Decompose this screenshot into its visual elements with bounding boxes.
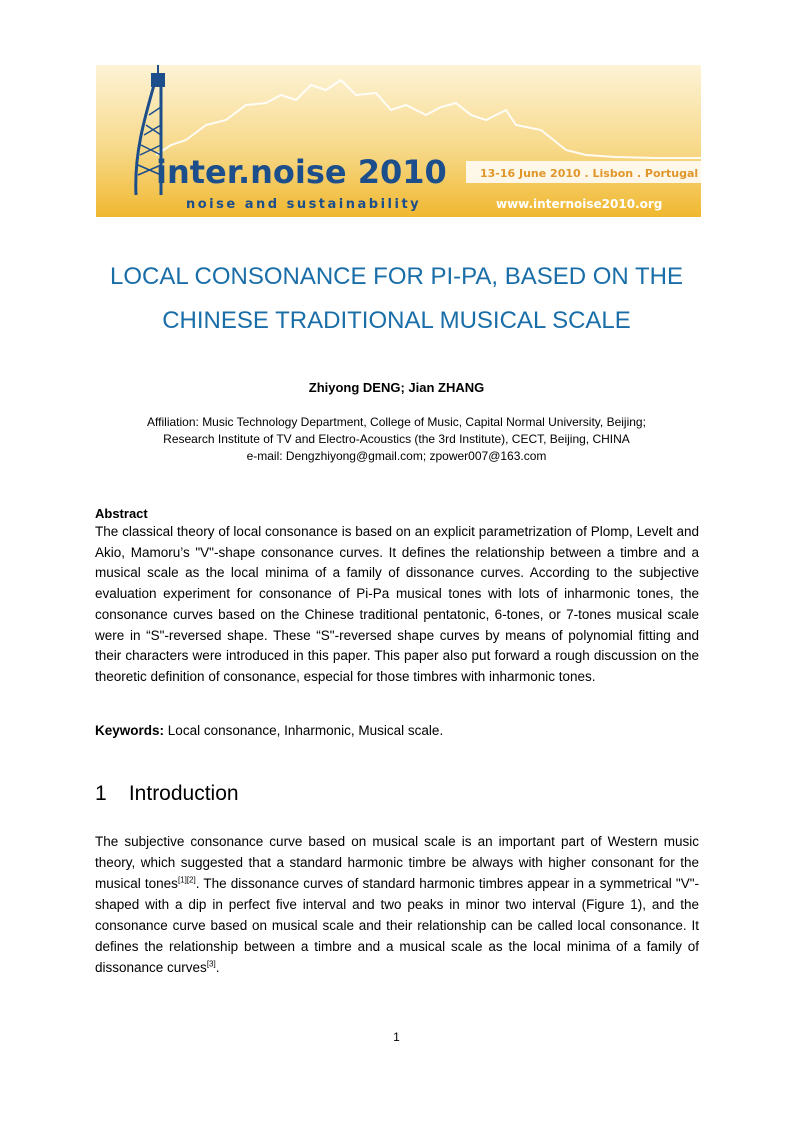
citation-ref-2[interactable]: [3] (206, 959, 216, 969)
abstract-text: The classical theory of local consonance is based on an explicit parametrization of Plomp, Levelt and Akio, Mamoru’s "V"-shape consonance curves. It defines the relationship between a timbre and a musical scale as the local minima of a family of dissonance curves. According to the subjective evaluation experiment for consonance of Pi-Pa musical tones with lots of inharmonic tones, the consonance curves based on the Chinese traditional pentatonic, 6-tones, or 7-tones musical scale were in “S"-reversed shape. These “S"-reversed shape curves by means of polynomial fitting and their characters were introduced in this paper. This paper also put forward a rough discussion on the theoretic definition of consonance, especial for those timbres with inharmonic tones. (95, 524, 699, 684)
affiliation (60, 414, 733, 465)
logo-text: inter.noise 2010 (156, 153, 447, 191)
section-title: Introduction (128, 782, 239, 805)
title-line-2: CHINESE TRADITIONAL MUSICAL SCALE (162, 307, 631, 334)
email-line: e-mail: Dengzhiyong@gmail.com; zpower007@163.com (246, 449, 547, 463)
date-place: 13-16 June 2010 . Lisbon . Portugal (480, 167, 699, 180)
section-heading (95, 782, 239, 806)
abstract-heading: Abstract (95, 506, 148, 521)
title-line-1: LOCAL CONSONANCE FOR PI-PA, BASED ON THE (110, 263, 683, 290)
keywords (95, 723, 443, 738)
website[interactable]: www.internoise2010.org (496, 197, 663, 211)
section-number: 1 (95, 782, 107, 805)
conference-logo (96, 65, 701, 217)
citation-ref-1[interactable]: [1][2] (177, 875, 196, 885)
affiliation-line-1: Affiliation: Music Technology Department, College of Music, Capital Normal University, Beijing; (147, 415, 646, 429)
intro-paragraph (95, 831, 699, 978)
intro-text-3: . (215, 960, 220, 975)
affiliation-line-2: Research Institute of TV and Electro-Acoustics (the 3rd Institute), CECT, Beijing, CHINA (163, 432, 630, 446)
keywords-label: Keywords: (95, 723, 165, 738)
conference-banner (96, 65, 701, 217)
intro-text-2: . The dissonance curves of standard harmonic timbres appear in a symmetrical "V"-shaped with a dip in perfect five interval and two peaks in minor two interval (Figure 1), and the consonance curve based on musical scale and their relationship can be called local consonance. It defines the relationship between a timbre and a musical scale as the local minima of a family of dissonance curves (95, 876, 699, 975)
authors: Zhiyong DENG; Jian ZHANG (308, 380, 485, 395)
page-number: 1 (393, 1030, 400, 1044)
intro-text-1: The subjective consonance curve based on musical scale is an important part of Western music theory, which suggested that a standard harmonic timbre be always with higher consonant for the musical tones (95, 834, 699, 891)
tagline: noise and sustainability (186, 197, 422, 212)
keywords-text: Local consonance, Inharmonic, Musical scale. (167, 723, 444, 738)
paper-title (60, 255, 733, 343)
